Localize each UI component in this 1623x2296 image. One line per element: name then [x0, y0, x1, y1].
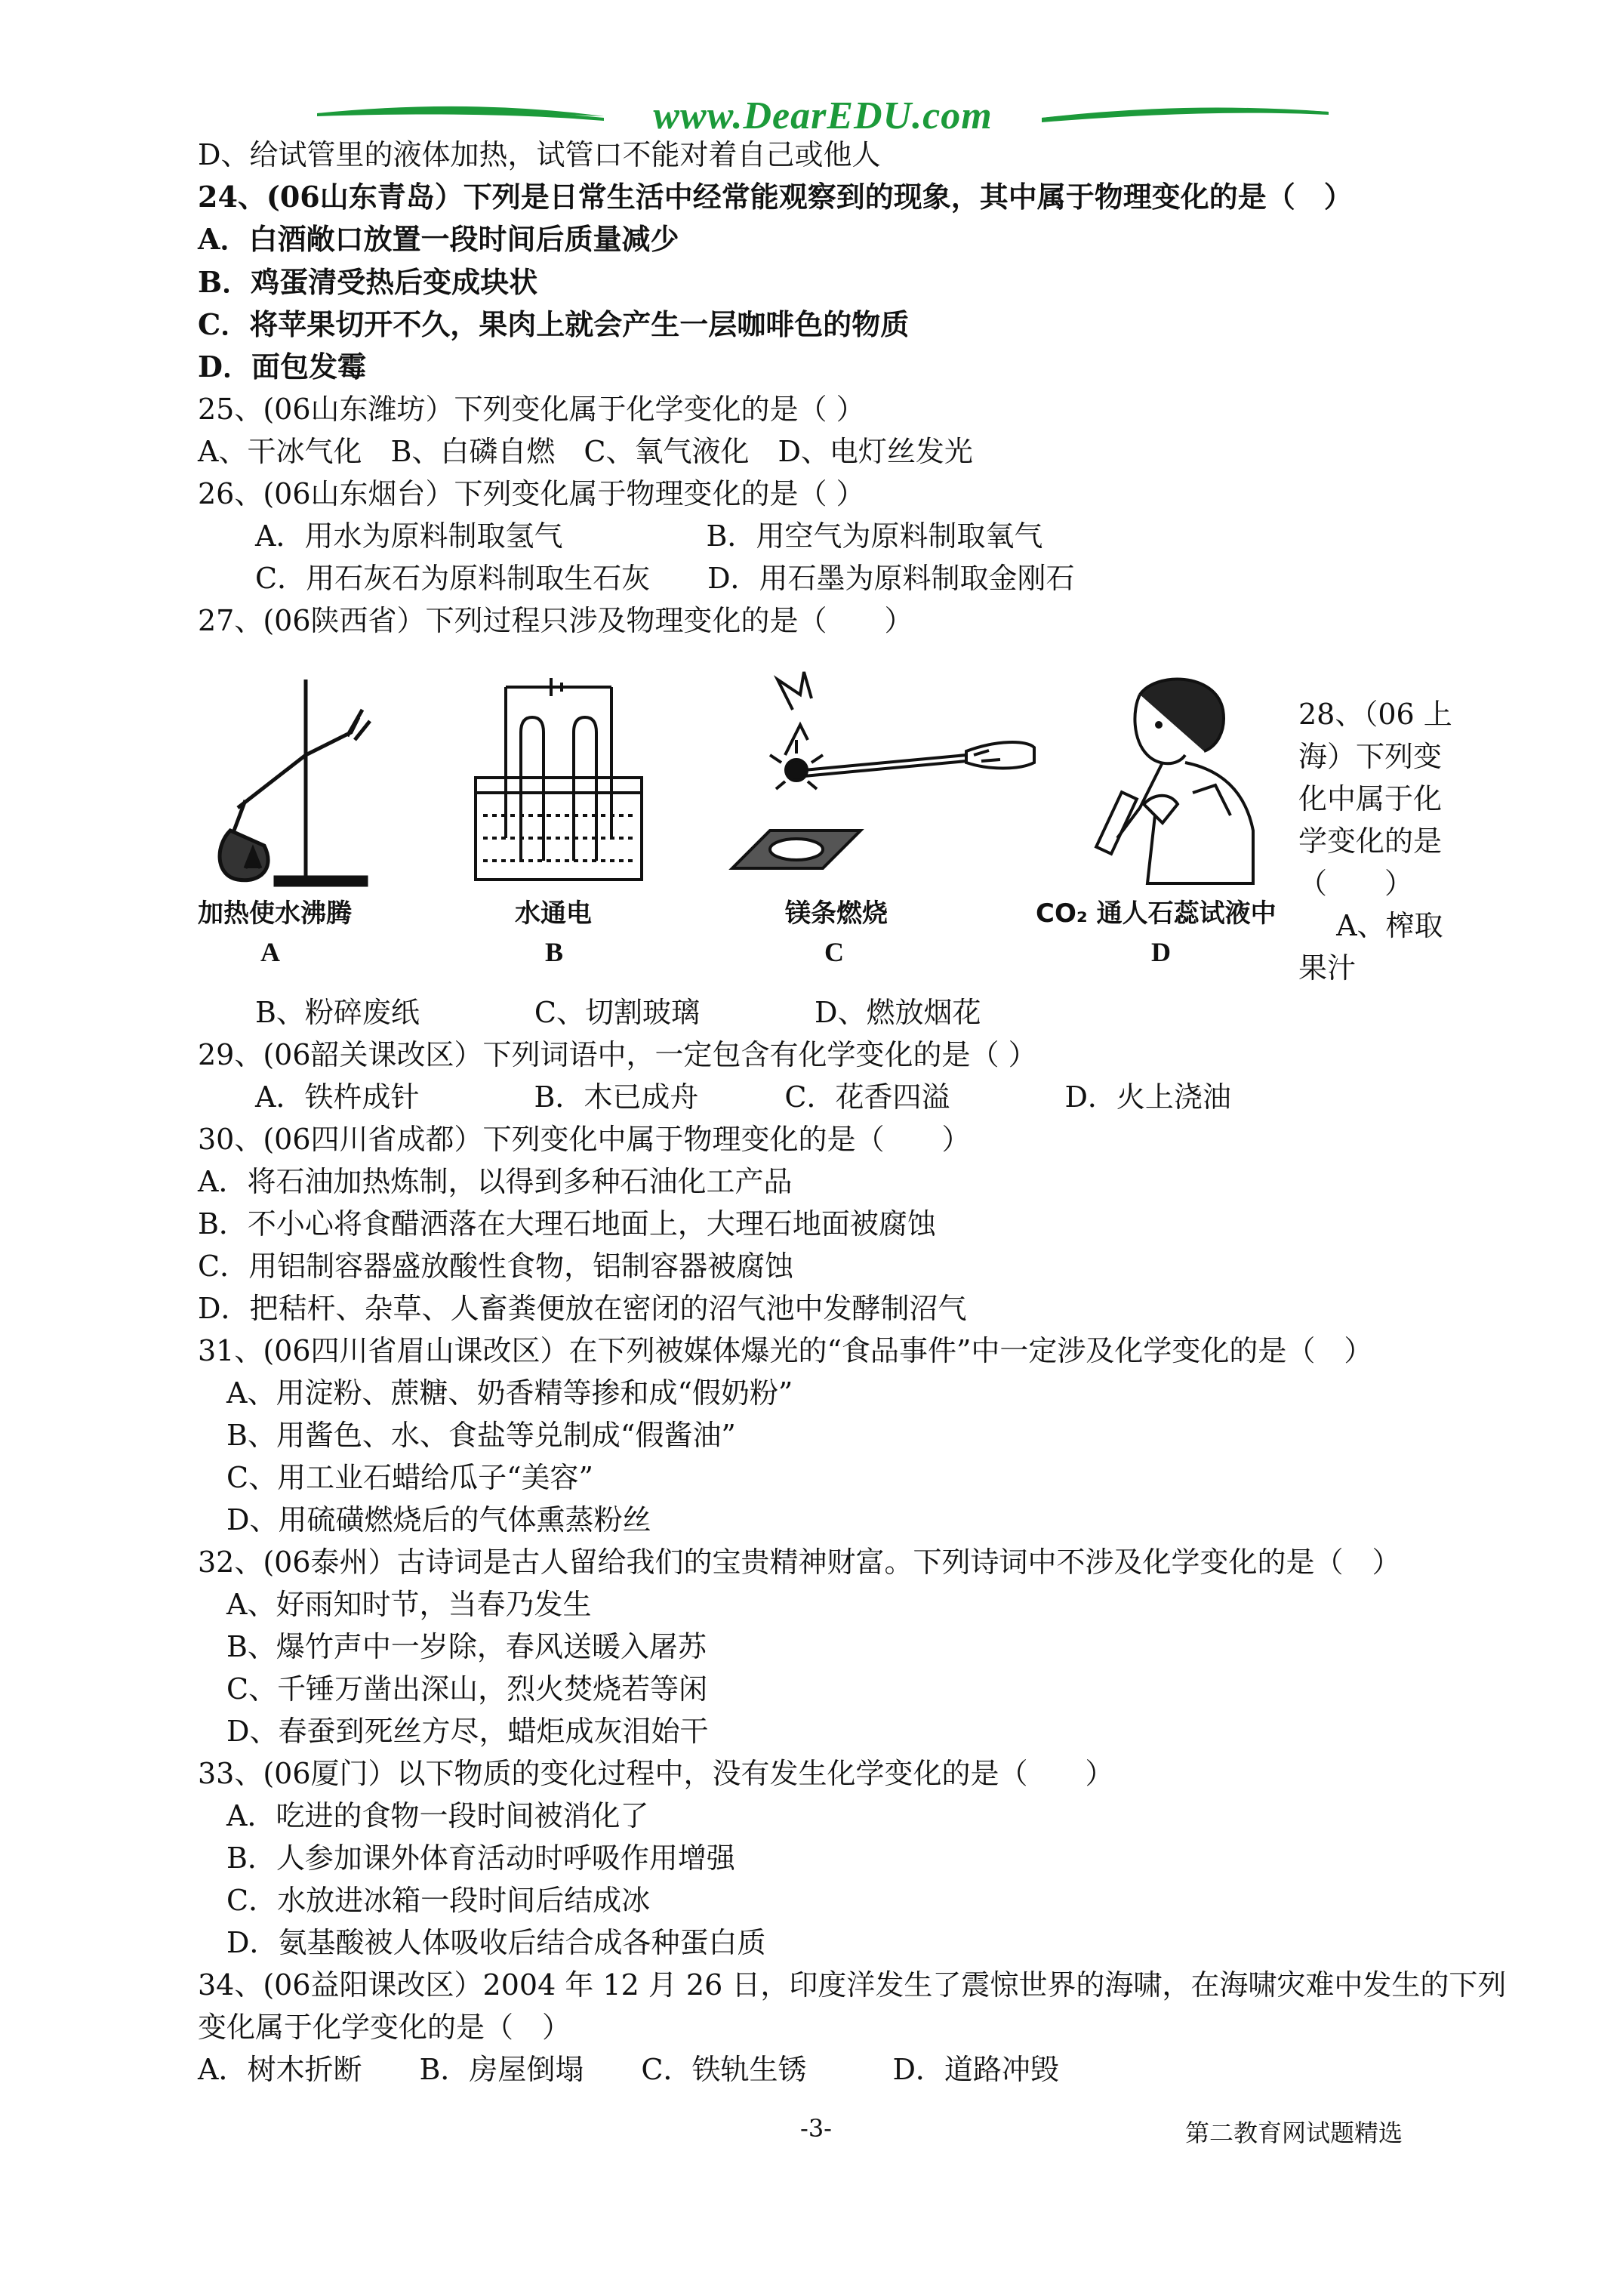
option-line: A、用淀粉、蔗糖、奶香精等掺和成“假奶粉”: [198, 1376, 793, 1410]
question-31: 31、(06四川省眉山课改区）在下列被媒体爆光的“食品事件”中一定涉及化学变化的是（ ）: [198, 1334, 1373, 1367]
option-line: D、用硫磺燃烧后的气体熏蒸粉丝: [198, 1503, 651, 1536]
q28-side-text: 海）下列变: [1298, 740, 1443, 773]
option-line: B、粉碎废纸 C、切割玻璃 D、燃放烟花: [198, 996, 981, 1029]
site-url: www.DearEDU.com: [653, 94, 993, 137]
figure-d-letter: D: [1151, 937, 1171, 967]
question-32: 32、(06泰州）古诗词是古人留给我们的宝贵精神财富。下列诗词中不涉及化学变化的是（ ）: [198, 1546, 1401, 1579]
figure-b-electrolysis: [468, 664, 649, 891]
option-line: C、千锤万凿出深山，烈火焚烧若等闲: [198, 1672, 708, 1706]
question-34: 34、(06益阳课改区）2004 年 12 月 26 日，印度洋发生了震惊世界的海啸，在海啸灾难中发生的下列: [198, 1968, 1507, 2002]
option-line: C．用铝制容器盛放酸性食物，铝制容器被腐蚀: [198, 1250, 794, 1283]
figure-d-co2-litmus: [1072, 664, 1268, 891]
option-line: D、春蚕到死丝方尽，蜡炬成灰泪始干: [198, 1715, 709, 1748]
option-line: A．用水为原料制取氢气 B．用空气为原料制取氧气: [198, 519, 1043, 553]
figure-c-label: 镁条燃烧: [785, 898, 888, 929]
option-line: A、干冰气化 B、白磷自燃 C、氧气液化 D、电灯丝发光: [198, 435, 973, 468]
question-24: 24、(06山东青岛）下列是日常生活中经常能观察到的现象，其中属于物理变化的是（ ）: [198, 180, 1353, 214]
figure-a-label: 加热使水沸腾: [198, 898, 352, 929]
question-27: 27、(06陕西省）下列过程只涉及物理变化的是（ ）: [198, 604, 913, 637]
question-26: 26、(06山东烟台）下列变化属于物理变化的是（ ）: [198, 477, 865, 510]
q28-side-text: A、榨取: [1298, 909, 1443, 942]
q28-side-text: 化中属于化: [1298, 782, 1443, 815]
figure-d-label: CO₂ 通人石蕊试液中: [1036, 898, 1277, 929]
option-line: C．水放进冰箱一段时间后结成冰: [198, 1884, 651, 1917]
option-line: B．不小心将食醋洒落在大理石地面上，大理石地面被腐蚀: [198, 1207, 936, 1240]
option-line: D．把秸杆、杂草、人畜粪便放在密闭的沼气池中发酵制沼气: [198, 1292, 967, 1325]
q28-side-text: 学变化的是: [1298, 824, 1443, 858]
q28-side-text: 果汁: [1298, 951, 1357, 985]
option-line: A．铁杵成针 B．木已成舟 C．花香四溢 D．火上浇油: [198, 1080, 1231, 1114]
option-line: A．将石油加热炼制，以得到多种石油化工产品: [198, 1165, 793, 1198]
figure-b-label: 水通电: [515, 898, 592, 929]
question-25: 25、(06山东潍坊）下列变化属于化学变化的是（ ）: [198, 393, 865, 426]
q28-side-text: （ ）: [1298, 867, 1414, 900]
option-line: D．氨基酸被人体吸收后结合成各种蛋白质: [198, 1926, 766, 1959]
question-29: 29、(06韶关课改区）下列词语中，一定包含有化学变化的是（ ）: [198, 1038, 1037, 1071]
question-34-continued: 变化属于化学变化的是（ ）: [198, 2011, 571, 2044]
option-line: A．吃进的食物一段时间被消化了: [198, 1799, 649, 1832]
option-line: A．树木折断 B．房屋倒塌 C．铁轨生锈 D．道路冲毁: [198, 2053, 1059, 2086]
option-line: C．将苹果切开不久，果肉上就会产生一层咖啡色的物质: [198, 307, 910, 341]
option-line: B．鸡蛋清受热后变成块状: [198, 265, 538, 299]
option-line: B、用酱色、水、食盐等兑制成“假酱油”: [198, 1419, 736, 1452]
option-line: A．白酒敞口放置一段时间后质量减少: [198, 222, 679, 256]
figure-a-boiling-water: [192, 664, 374, 891]
figure-b-letter: B: [545, 937, 564, 967]
question-33: 33、(06厦门）以下物质的变化过程中，没有发生化学变化的是（ ）: [198, 1757, 1114, 1790]
footer-source: 第二教育网试题精选: [1185, 2119, 1403, 2147]
page-number: -3-: [800, 2114, 832, 2143]
text-line: D、给试管里的液体加热，试管口不能对着自己或他人: [198, 138, 881, 171]
option-line: B．人参加课外体育活动时呼吸作用增强: [198, 1841, 735, 1875]
figure-c-letter: C: [824, 937, 844, 967]
question-30: 30、(06四川省成都）下列变化中属于物理变化的是（ ）: [198, 1123, 971, 1156]
figure-c-magnesium-burning: [717, 664, 1042, 891]
option-line: C．用石灰石为原料制取生石灰 D．用石墨为原料制取金刚石: [198, 562, 1075, 595]
option-line: D．面包发霉: [198, 350, 366, 384]
option-line: B、爆竹声中一岁除，春风送暖入屠苏: [198, 1630, 707, 1663]
option-line: A、好雨知时节，当春乃发生: [198, 1588, 592, 1621]
option-line: C、用工业石蜡给瓜子“美容”: [198, 1461, 593, 1494]
q28-side-text: 28、（06 上: [1298, 698, 1452, 731]
figure-a-letter: A: [260, 937, 280, 967]
